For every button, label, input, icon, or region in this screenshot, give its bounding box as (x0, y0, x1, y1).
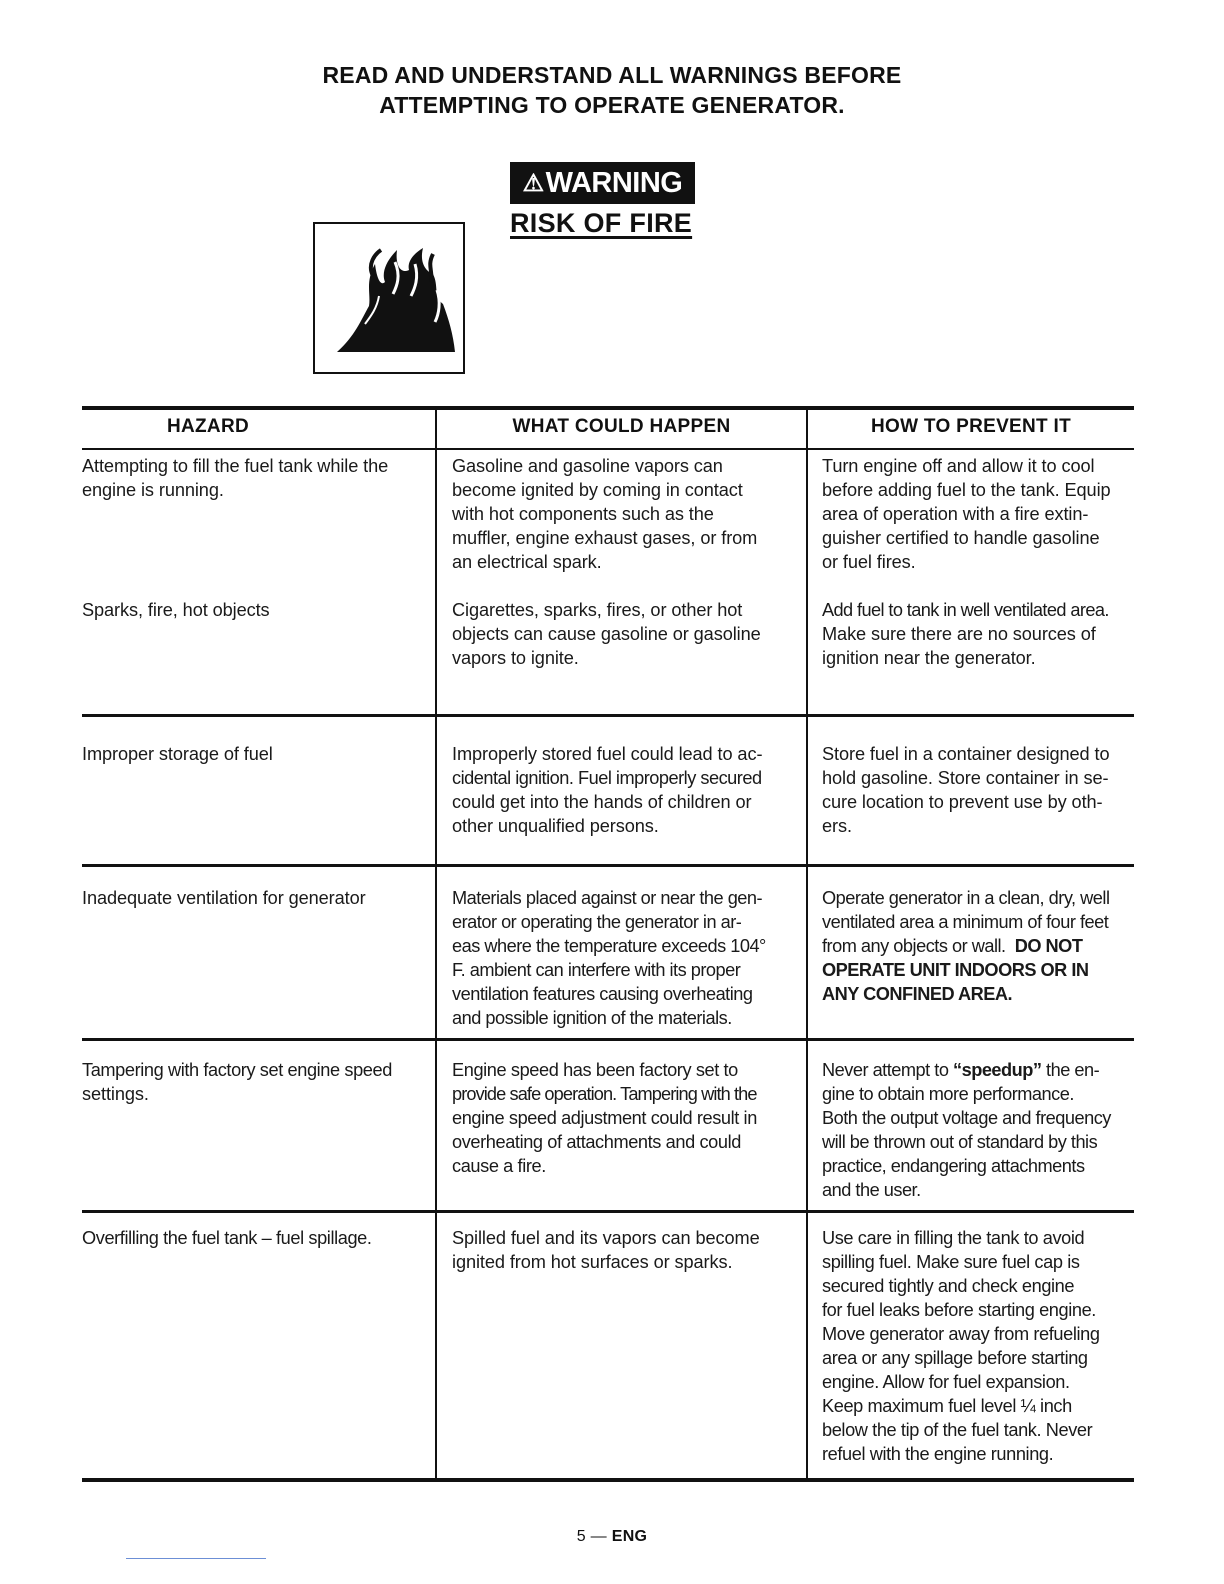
text-fragment: the en- (1041, 1060, 1100, 1080)
hazard-cell (82, 1058, 430, 1106)
text-line: ventilation features causing overheating (452, 984, 753, 1004)
text-line: Inadequate ventilation for generator (82, 888, 366, 908)
text-line: Make sure there are no sources of (822, 624, 1096, 644)
prevent-cell (822, 1226, 1137, 1466)
warning-label: WARNING (545, 166, 683, 199)
text-line: Store fuel in a container designed to (822, 744, 1110, 764)
text-line: provide safe operation. Tampering with the (452, 1084, 757, 1104)
text-line: settings. (82, 1084, 149, 1104)
hazard-cell (82, 1226, 430, 1250)
text-line: area or any spillage before starting (822, 1348, 1088, 1368)
text-line: eas where the temperature exceeds 104° (452, 936, 766, 956)
text-line: F. ambient can interfere with its proper (452, 960, 741, 980)
text-line: objects can cause gasoline or gasoline (452, 624, 761, 644)
text-line: ignition near the generator. (822, 648, 1036, 668)
column-divider (435, 406, 437, 1480)
text-line: vapors to ignite. (452, 648, 579, 668)
column-header-what-could-happen: WHAT COULD HAPPEN (512, 416, 731, 437)
row-divider (82, 1038, 1134, 1041)
text-line: hold gasoline. Store container in se- (822, 768, 1109, 788)
text-line (822, 958, 1137, 982)
text-line: Use care in filling the tank to avoid (822, 1228, 1085, 1248)
hazard-table (82, 406, 1134, 1482)
prevent-cell (822, 598, 1137, 670)
page-heading (0, 60, 1224, 120)
page-footer (0, 1528, 1224, 1546)
risk-title: RISK OF FIRE (510, 208, 693, 238)
text-line: Cigarettes, sparks, fires, or other hot (452, 600, 743, 620)
text-line: become ignited by coming in contact (452, 480, 743, 500)
text-line: gine to obtain more performance. (822, 1084, 1074, 1104)
column-header-how-to-prevent: HOW TO PREVENT IT (870, 416, 1072, 437)
text-line: Keep maximum fuel level ¼ inch (822, 1396, 1072, 1416)
text-line: Spilled fuel and its vapors can become (452, 1228, 760, 1248)
happen-cell (452, 886, 802, 1030)
text-line: Materials placed against or near the gen- (452, 888, 763, 908)
text-line: Operate generator in a clean, dry, well (822, 888, 1110, 908)
text-line: engine is running. (82, 480, 224, 500)
text-line: cause a fire. (452, 1156, 546, 1176)
text-line: cidental ignition. Fuel improperly secured (452, 768, 762, 788)
text-line: and the user. (822, 1180, 921, 1200)
text-line: an electrical spark. (452, 552, 602, 572)
hazard-cell (82, 598, 430, 622)
row-divider (82, 864, 1134, 867)
text-line: erator or operating the generator in ar- (452, 912, 742, 932)
text-line: Tampering with factory set engine speed (82, 1060, 392, 1080)
text-fragment: Never attempt to (822, 1060, 953, 1080)
text-line: engine. Allow for fuel expansion. (822, 1372, 1070, 1392)
text-line: engine speed adjustment could result in (452, 1108, 757, 1128)
text-line: secured tightly and check engine (822, 1276, 1075, 1296)
page-number: 5 (576, 1528, 586, 1545)
text-line (822, 982, 1137, 1006)
text-line: Improperly stored fuel could lead to ac- (452, 744, 763, 764)
text-line: Move generator away from refueling (822, 1324, 1100, 1344)
column-divider (806, 406, 808, 1480)
prevent-cell (822, 742, 1137, 838)
text-line: cure location to prevent use by oth- (822, 792, 1103, 812)
text-line: muffler, engine exhaust gases, or from (452, 528, 758, 548)
happen-cell (452, 454, 802, 574)
happen-cell (452, 598, 802, 670)
text-line: Sparks, fire, hot objects (82, 600, 270, 620)
text-line: with hot components such as the (452, 504, 714, 524)
text-line: practice, endangering attachments (822, 1156, 1085, 1176)
text-line (822, 934, 1137, 958)
warning-badge (510, 162, 695, 204)
header-rule (82, 448, 1134, 450)
text-line: overheating of attachments and could (452, 1132, 741, 1152)
prevent-cell (822, 1058, 1137, 1202)
heading-line-2: ATTEMPTING TO OPERATE GENERATOR. (379, 92, 845, 118)
text-line: could get into the hands of children or (452, 792, 752, 812)
language-code: ENG (611, 1528, 648, 1545)
text-fragment: from any objects or wall. (822, 936, 1006, 956)
text-line: other unqualified persons. (452, 816, 659, 836)
text-line: refuel with the engine running. (822, 1444, 1054, 1464)
text-line: and possible ignition of the materials. (452, 1008, 732, 1028)
text-line: area of operation with a fire extin- (822, 504, 1089, 524)
text-line: Both the output voltage and frequency (822, 1108, 1111, 1128)
bold-warning-text: DO NOT (1014, 936, 1083, 956)
text-line: or fuel fires. (822, 552, 916, 572)
happen-cell (452, 1058, 802, 1178)
hazard-cell (82, 886, 430, 910)
fire-pictogram (313, 222, 465, 374)
text-line: for fuel leaks before starting engine. (822, 1300, 1096, 1320)
text-line: Turn engine off and allow it to cool (822, 456, 1095, 476)
row-divider (82, 1210, 1134, 1213)
text-line: guisher certified to handle gasoline (822, 528, 1100, 548)
text-line: Gasoline and gasoline vapors can (452, 456, 723, 476)
bold-warning-text: ANY CONFINED AREA. (822, 984, 1013, 1004)
warning-triangle-icon: ⚠ (522, 169, 544, 197)
text-line: will be thrown out of standard by this (822, 1132, 1098, 1152)
row-divider (82, 714, 1134, 717)
column-header-hazard: HAZARD (166, 416, 249, 437)
footer-dash: — (590, 1528, 607, 1545)
text-line: spilling fuel. Make sure fuel cap is (822, 1252, 1080, 1272)
prevent-cell (822, 886, 1137, 1006)
emphasis-text: “speedup” (953, 1060, 1042, 1080)
text-line: Improper storage of fuel (82, 744, 273, 764)
text-line: ignited from hot surfaces or sparks. (452, 1252, 733, 1272)
heading-line-1: READ AND UNDERSTAND ALL WARNINGS BEFORE (322, 62, 902, 88)
table-bottom-rule (82, 1478, 1134, 1482)
prevent-cell (822, 454, 1137, 574)
happen-cell (452, 1226, 802, 1274)
text-line: below the tip of the fuel tank. Never (822, 1420, 1093, 1440)
bold-warning-text: OPERATE UNIT INDOORS OR IN (822, 960, 1089, 980)
hazard-cell (82, 742, 430, 766)
text-line (822, 1058, 1137, 1082)
fire-icon (315, 224, 463, 372)
hazard-cell (82, 454, 430, 502)
divider-line (126, 1558, 266, 1559)
happen-cell (452, 742, 802, 838)
text-line: Engine speed has been factory set to (452, 1060, 738, 1080)
text-line: ers. (822, 816, 852, 836)
text-line: ventilated area a minimum of four feet (822, 912, 1109, 932)
text-line: before adding fuel to the tank. Equip (822, 480, 1111, 500)
text-line: Add fuel to tank in well ventilated area. (822, 600, 1109, 620)
text-line: Attempting to fill the fuel tank while the (82, 456, 389, 476)
text-line: Overfilling the fuel tank – fuel spillage. (82, 1228, 372, 1248)
